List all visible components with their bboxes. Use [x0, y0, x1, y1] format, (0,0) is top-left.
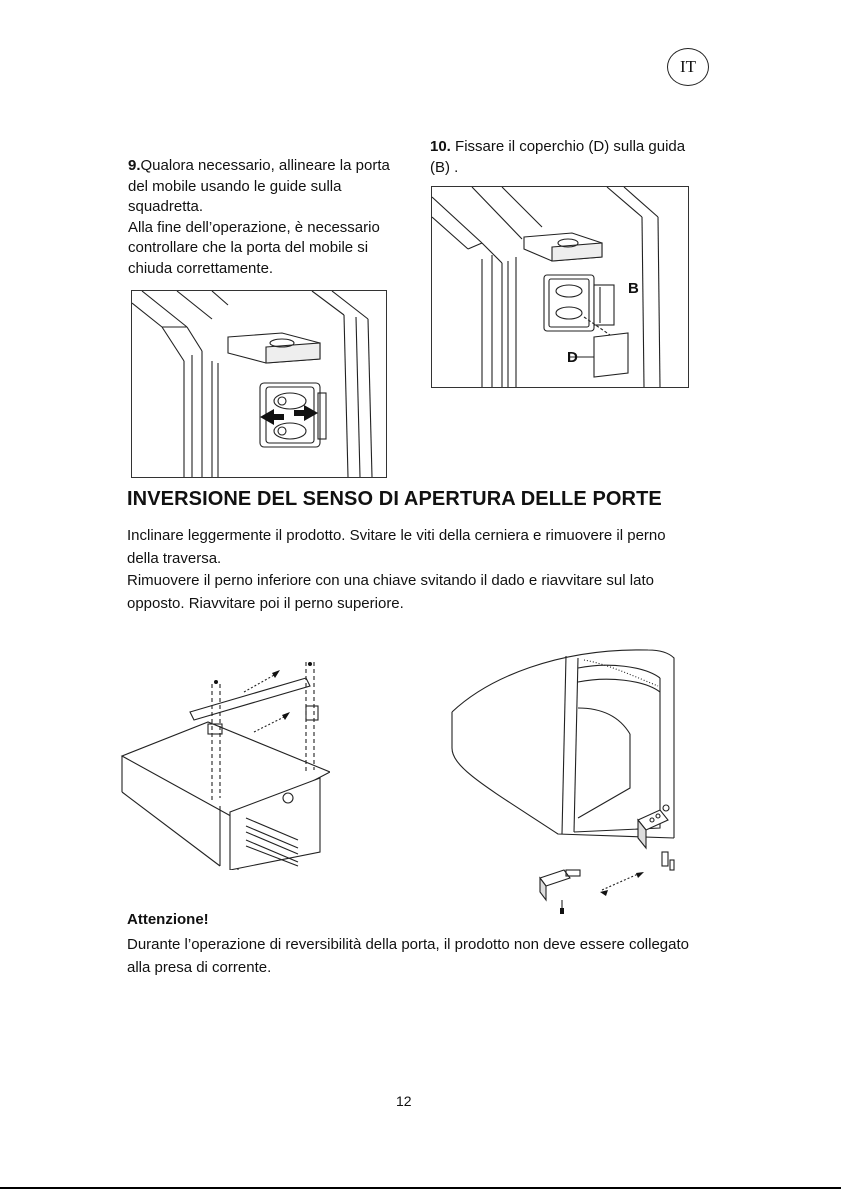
step-10-line: (B) .: [430, 158, 459, 176]
section-line: della traversa.: [127, 549, 222, 567]
warning-text: [127, 934, 727, 979]
step-10-number: 10.: [430, 138, 451, 155]
step-9-line: squadretta.: [128, 198, 204, 216]
language-badge: IT: [667, 48, 709, 86]
section-line: Rimuovere il perno inferiore con una chiave svitando il dado e riavvitare sul lato: [127, 572, 654, 590]
section-line: Inclinare leggermente il prodotto. Svitare le viti della cerniera e rimuovere il perno: [127, 527, 666, 544]
section-title: INVERSIONE DEL SENSO DI APERTURA DELLE PORTE: [127, 488, 662, 510]
cover-fitting-illustration: [431, 186, 689, 388]
step-9-line: Qualora necessario, allineare la porta: [140, 157, 390, 174]
label-b: B: [628, 280, 639, 297]
step-9-text: [128, 156, 428, 280]
door-alignment-illustration: [131, 290, 387, 478]
section-line: opposto. Riavvitare poi il perno superiore.: [127, 594, 404, 612]
warning-line: alla presa di corrente.: [127, 958, 272, 976]
warning-title: Attenzione!: [127, 911, 209, 928]
step-10-line: Fissare il coperchio (D) sulla guida: [450, 138, 686, 155]
warning-line: Durante l’operazione di reversibilità della porta, il prodotto non deve essere collegato: [127, 936, 690, 953]
section-body-text: [127, 525, 727, 615]
page-number: 12: [396, 1093, 412, 1109]
hinge-removal-illustration: [120, 652, 330, 870]
step-9-number: 9.: [128, 157, 141, 174]
label-d: D: [567, 349, 578, 366]
cabinet-hinge-parts-illustration: [448, 638, 678, 916]
step-9-line: Alla fine dell’operazione, è necessario: [128, 218, 380, 236]
bottom-rule: [0, 1187, 841, 1189]
step-9-line: chiuda correttamente.: [128, 259, 274, 277]
step-9-line: controllare che la porta del mobile si: [128, 239, 369, 257]
step-9-line: del mobile usando le guide sulla: [128, 177, 342, 195]
step-10-text: [430, 137, 720, 178]
